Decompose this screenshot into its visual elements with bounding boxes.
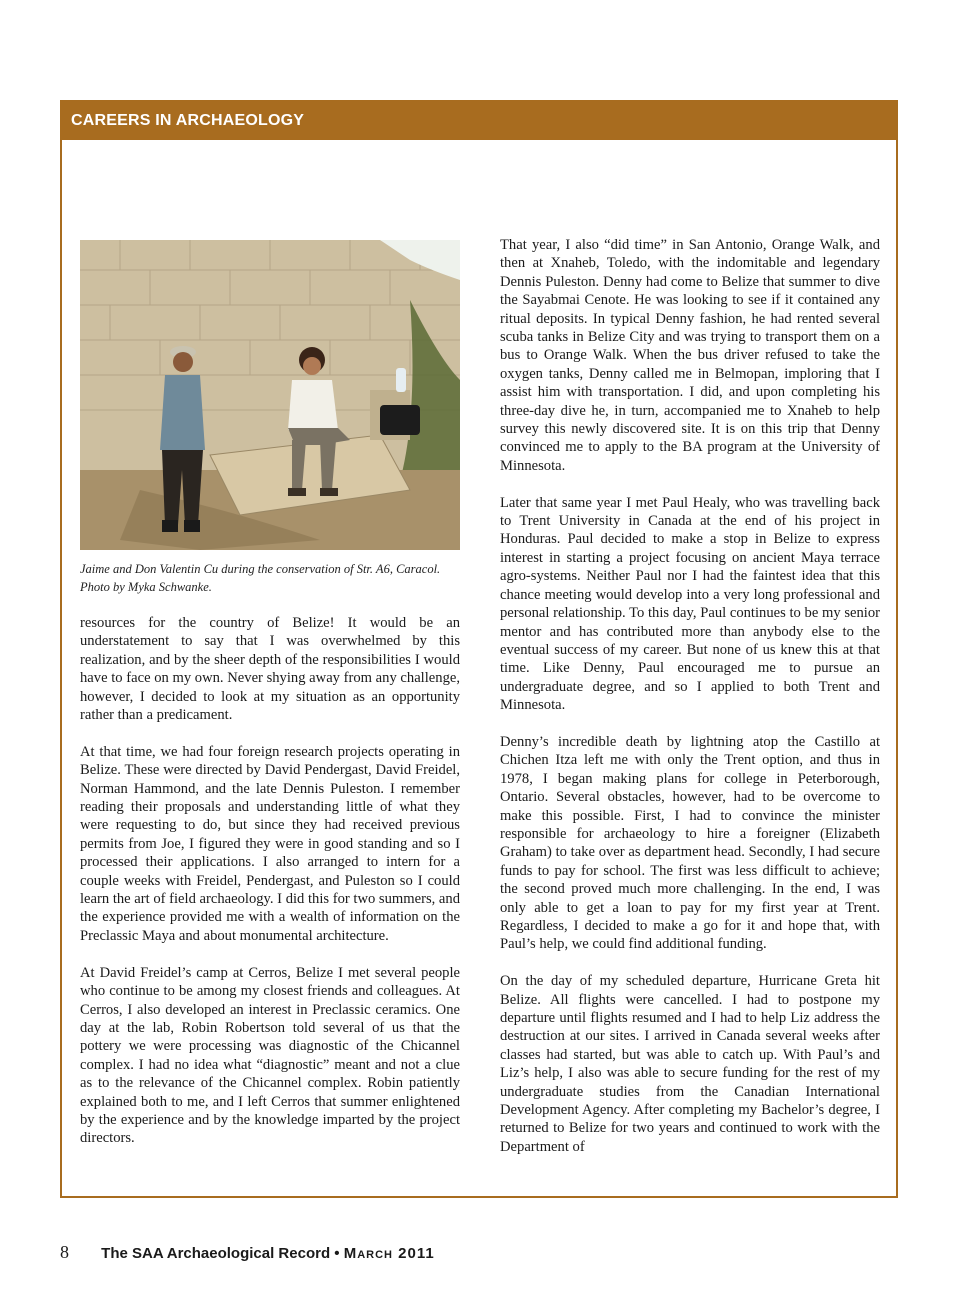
paragraph: At that time, we had four foreign research projects operating in Belize. These were directed by David Pendergast, David Freidel, Norman Hammond, and the late Dennis Puleston. I remember reading their proposals and understanding little of what they were requesting to do, but since they had received previous permits from Joe, I figured they were in good standing and so I processed their applications. I also arranged to intern for a couple weeks with Freidel, Pendergast, and Puleston so I could learn the art of field archaeology. I did this for two summers, and the experience provided me with a wealth of information on the Preclassic Maya and about monumental architecture. xyxy=(80,743,460,944)
paragraph: At David Freidel’s camp at Cerros, Belize I met several people who continue to be among my closest friends and colleagues. At Cerros, I also developed an interest in Preclassic ceramics. One day at the lab, Robin Robertson told several of us that the pottery we were processing was diagnostic of the Chicannel complex. I had no idea what “diagnostic” meant and not a clue as to the relevance of the Chicannel complex. Robin patiently explained both to me, and I left Cerros that summer enlightened by the experience and by the knowledge imparted by the project directors. xyxy=(80,964,460,1147)
footer-separator: • xyxy=(334,1245,340,1262)
paragraph: Denny’s incredible death by lightning atop the Castillo at Chichen Itza left me with only the Trent option, and thus in 1978, I began making plans for college in Peterborough, Ontario. Several obstacles, however, had to be overcome to make this possible. First, I had to convince the minister responsible for archaeology to hire a foreigner (Elizabeth Graham) to take over as department head. Secondly, I had secure funds to pay for school. The first was less difficult to achieve; the second proved much more challenging. In the end, I was only able to get a loan to pay for my first year at Trent. Regardless, I decided to make a go for it and hope that, with Paul’s help, we could find additional funding. xyxy=(500,733,880,953)
photo-illustration xyxy=(80,240,460,550)
article-photo xyxy=(80,240,460,550)
water-bottle xyxy=(396,368,406,392)
paragraph: On the day of my scheduled departure, Hurricane Greta hit Belize. All flights were cancelled. I had to postpone my departure until flights resumed and I had to help Liz address the destruction at our sites. I arrived in Canada several weeks after classes had started, but was able to catch up. With Paul’s and Liz’s help, I also was able to secure funding for the rest of my undergraduate studies from the Canadian International Development Agency. After completing my Bachelor’s degree, I returned to Belize for two years and continued to work with the Department of xyxy=(500,973,880,1155)
page-number: 8 xyxy=(60,1242,69,1262)
left-column xyxy=(80,614,460,1166)
backpack xyxy=(380,405,420,435)
publication-title: The SAA Archaeological Record xyxy=(101,1245,331,1262)
issue-date: March 2011 xyxy=(343,1245,435,1262)
right-column xyxy=(500,236,880,1175)
page-footer xyxy=(60,1242,435,1263)
photo-caption: Jaime and Don Valentin Cu during the conservation of Str. A6, Caracol. Photo by Myka Schwanke. xyxy=(80,562,441,594)
section-banner: CAREERS IN ARCHAEOLOGY xyxy=(62,102,896,140)
paragraph: That year, I also “did time” in San Antonio, Orange Walk, and then at Xnaheb, Toledo, with the indomitable and legendary Dennis Puleston. Denny had come to Belize that summer to dive the Sayabmai Cenote. He was looking to see if it contained any ritual deposits. In typical Denny fashion, he had rented several scuba tanks in Belize City and was trying to transport them on a bus to Orange Walk. When the bus driver refused to take the oxygen tanks, Denny called me in Belmopan, imploring that I assist him with transportation. I did, and upon completing his three-day dive he, in turn, accompanied me to Xnaheb to help survey this newly discovered site. It is on this trip that Denny convinced me to apply to the BA program at the University of Minnesota. xyxy=(500,237,880,474)
paragraph: resources for the country of Belize! It would be an understatement to say that I was overwhelmed by this realization, and by the sheer depth of the responsibilities I would have to face on my own. Never shying away from any challenge, however, I decided to look at my situation as an opportunity rather than a predicament. xyxy=(80,615,460,724)
paragraph: Later that same year I met Paul Healy, who was travelling back to Trent University in Canada at the end of his project in Honduras. Paul decided to make a stop in Belize to express interest in starting a project focusing on ancient Maya terrace agro-systems. Neither Paul nor I had the faintest idea that this chance meeting would develop into a very long professional and personal relationship. To this day, Paul continues to be my senior mentor and has contributed more than anybody else to the eventual success of my career. But none of us knew this at that time. Like Denny, Paul encouraged me to pursue an undergraduate degree, and so I applied to both Trent and Minnesota. xyxy=(500,494,880,714)
